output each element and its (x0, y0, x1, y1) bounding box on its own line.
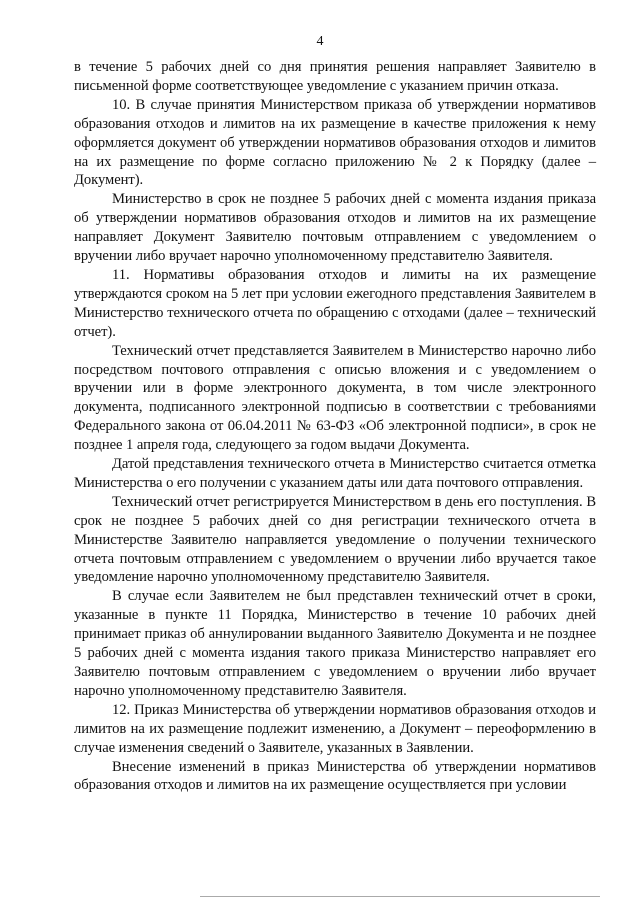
paragraph-11: 11. Нормативы образования отходов и лимиты на их размещение утверждаются сроком на 5 лет при условии ежегодного представления Заявителем в Министерство технического отчета по обращению с отходами (далее – технический отчет). (74, 266, 596, 340)
page-bottom-edge (200, 896, 600, 897)
paragraph-report-registration: Технический отчет регистрируется Министерством в день его поступления. В срок не позднее 5 рабочих дней со дня регистрации технического отчета в Министерстве Заявителю направляется уведомление о получении технического отчета почтовым отправлением с уведомлением о вручении либо вручается такое уведомление нарочно уполномоченному представителю Заявителя. (74, 493, 596, 586)
paragraph-annulment: В случае если Заявителем не был представлен технический отчет в сроки, указанные в пункте 11 Порядка, Министерство в течение 10 рабочих дней принимает приказ об аннулировании выданного Заявителю Документа и не позднее 5 рабочих дней с момента издания такого приказа Министерство направляет его Заявителю почтовым отправлением с уведомлением о вручении либо вручает нарочно уполномоченному представителю Заявителя. (74, 588, 596, 699)
paragraph-12: 12. Приказ Министерства об утверждении нормативов образования отходов и лимитов на их размещение подлежит изменению, а Документ – переоформлению в случае изменения сведений о Заявителе, указанных в Заявлении. (74, 701, 596, 756)
paragraph-amendments: Внесение изменений в приказ Министерства об утверждении нормативов образования отходов и лимитов на их размещение осуществляется при условии (74, 758, 596, 794)
paragraph-document-delivery: Министерство в срок не позднее 5 рабочих дней с момента издания приказа об утверждении нормативов образования отходов и лимитов на их размещение направляет Документ Заявителю почтовым отправлением с уведомлением о вручении либо вручает нарочно уполномоченному представителю Заявителя. (74, 191, 596, 265)
page-number: 4 (316, 34, 324, 49)
document-body (74, 58, 596, 795)
paragraph-submission-date: Датой представления технического отчета в Министерство считается отметка Министерства о его получении с указанием даты или дата почтового отправления. (74, 456, 596, 491)
paragraph-report-submission: Технический отчет представляется Заявителем в Министерство нарочно либо посредством почтового отправления с описью вложения и с уведомлением о вручении или в форме электронного документа, в том числе электронного документа, подписанного электронной подписью в соответствии с требованиями Федерального закона от 06.04.2011 № 63-ФЗ «Об электронной подписи», в срок не позднее 1 апреля года, следующего за годом выдачи Документа. (74, 342, 596, 454)
paragraph-continuation: в течение 5 рабочих дней со дня принятия решения направляет Заявителю в письменной форме соответствующее уведомление с указанием причин отказа. (74, 59, 596, 94)
paragraph-10: 10. В случае принятия Министерством приказа об утверждении нормативов образования отходов и лимитов на их размещение в качестве приложения к нему оформляется документ об утверждении нормативов образования отходов и лимитов на их размещение по форме согласно приложению № 2 к Порядку (далее – Документ). (74, 96, 596, 189)
